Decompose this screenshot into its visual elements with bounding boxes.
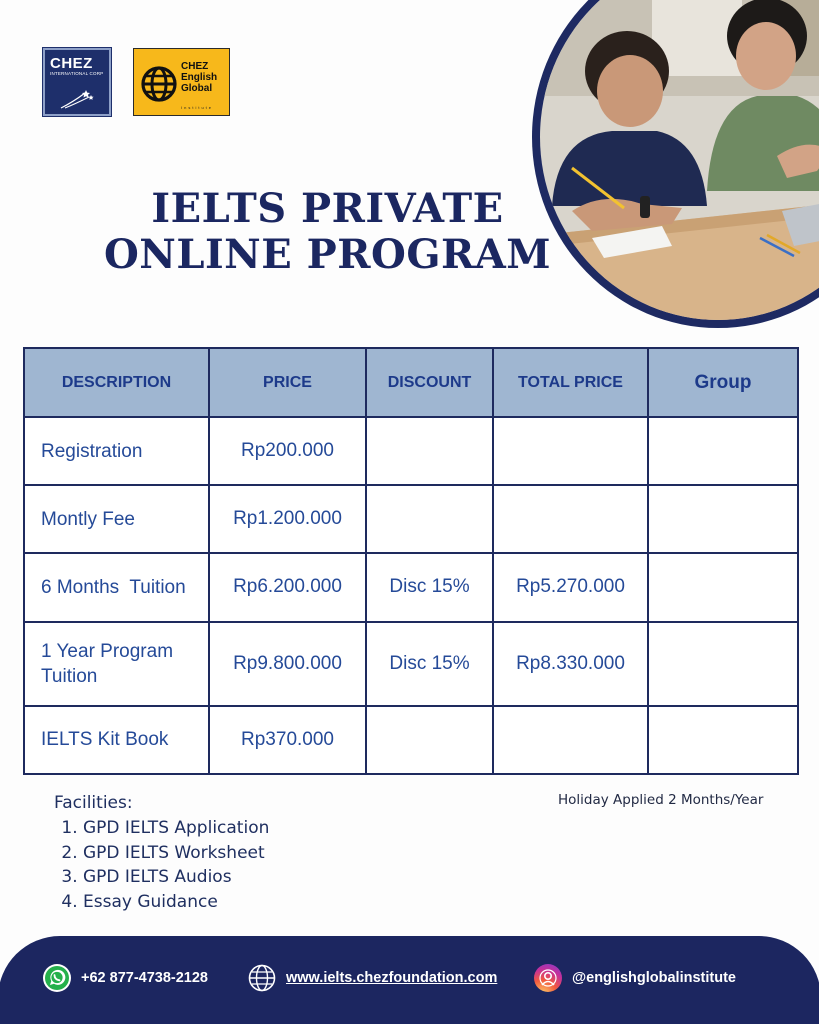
ceg-logo-line4: Institute bbox=[181, 105, 214, 110]
students-studying-illustration bbox=[532, 0, 819, 328]
globe-icon bbox=[140, 65, 178, 103]
header-description: DESCRIPTION bbox=[24, 348, 209, 417]
row-total bbox=[493, 706, 648, 774]
row-discount: Disc 15% bbox=[366, 622, 493, 706]
row-discount: Disc 15% bbox=[366, 553, 493, 621]
instagram-icon bbox=[534, 964, 562, 992]
price-table bbox=[23, 347, 799, 775]
row-total bbox=[493, 417, 648, 485]
ceg-logo-line2: English bbox=[181, 72, 218, 83]
header-group: Group bbox=[648, 348, 798, 417]
row-price: Rp200.000 bbox=[209, 417, 366, 485]
students-photo bbox=[532, 0, 819, 328]
list-item: 2. GPD IELTS Worksheet bbox=[83, 841, 269, 866]
row-group bbox=[648, 485, 798, 553]
row-price: Rp370.000 bbox=[209, 706, 366, 774]
row-group bbox=[648, 553, 798, 621]
header-price: PRICE bbox=[209, 348, 366, 417]
footer-phone[interactable] bbox=[43, 963, 208, 993]
header-discount: DISCOUNT bbox=[366, 348, 493, 417]
row-description: IELTS Kit Book bbox=[24, 706, 209, 774]
footer-website[interactable] bbox=[248, 963, 497, 993]
title-line-1: IELTS PRIVATE bbox=[151, 185, 504, 232]
table-row bbox=[24, 417, 798, 485]
list-item: 4. Essay Guidance bbox=[83, 890, 269, 915]
footer-instagram[interactable] bbox=[534, 963, 736, 993]
row-discount bbox=[366, 485, 493, 553]
row-group bbox=[648, 622, 798, 706]
header-total-price: TOTAL PRICE bbox=[493, 348, 648, 417]
row-group bbox=[648, 417, 798, 485]
facilities-section bbox=[54, 792, 269, 914]
website-link[interactable]: www.ielts.chezfoundation.com bbox=[286, 970, 498, 986]
row-description: 6 Months Tuition bbox=[24, 553, 209, 621]
list-item: 3. GPD IELTS Audios bbox=[83, 865, 269, 890]
whatsapp-icon bbox=[43, 964, 71, 992]
shooting-stars-icon bbox=[59, 88, 95, 110]
holiday-note: Holiday Applied 2 Months/Year bbox=[558, 792, 764, 808]
row-total bbox=[493, 485, 648, 553]
facilities-list bbox=[83, 816, 269, 914]
row-discount bbox=[366, 706, 493, 774]
table-header-row bbox=[24, 348, 798, 417]
table-row bbox=[24, 706, 798, 774]
page-title bbox=[60, 186, 595, 278]
instagram-handle: @englishglobalinstitute bbox=[572, 970, 736, 986]
phone-number: +62 877-4738-2128 bbox=[81, 970, 208, 986]
row-description: Registration bbox=[24, 417, 209, 485]
list-item: 1. GPD IELTS Application bbox=[83, 816, 269, 841]
ceg-logo-line1: CHEZ bbox=[181, 61, 209, 72]
row-description: 1 Year Program Tuition bbox=[24, 622, 209, 706]
chez-logo-subtitle: INTERNATIONAL CORP bbox=[50, 71, 104, 76]
chez-logo-name: CHEZ bbox=[50, 55, 93, 72]
row-discount bbox=[366, 417, 493, 485]
facilities-heading: Facilities: bbox=[54, 793, 133, 813]
table-row bbox=[24, 622, 798, 706]
table-row bbox=[24, 553, 798, 621]
row-total: Rp5.270.000 bbox=[493, 553, 648, 621]
ceg-logo-line3: Global bbox=[181, 83, 213, 94]
row-total: Rp8.330.000 bbox=[493, 622, 648, 706]
chez-english-global-logo bbox=[133, 48, 230, 116]
table-row bbox=[24, 485, 798, 553]
row-description: Montly Fee bbox=[24, 485, 209, 553]
row-price: Rp1.200.000 bbox=[209, 485, 366, 553]
row-price: Rp9.800.000 bbox=[209, 622, 366, 706]
row-price: Rp6.200.000 bbox=[209, 553, 366, 621]
row-group bbox=[648, 706, 798, 774]
globe-icon bbox=[248, 964, 276, 992]
chez-international-logo bbox=[43, 48, 111, 116]
title-line-2: ONLINE PROGRAM bbox=[103, 231, 552, 278]
